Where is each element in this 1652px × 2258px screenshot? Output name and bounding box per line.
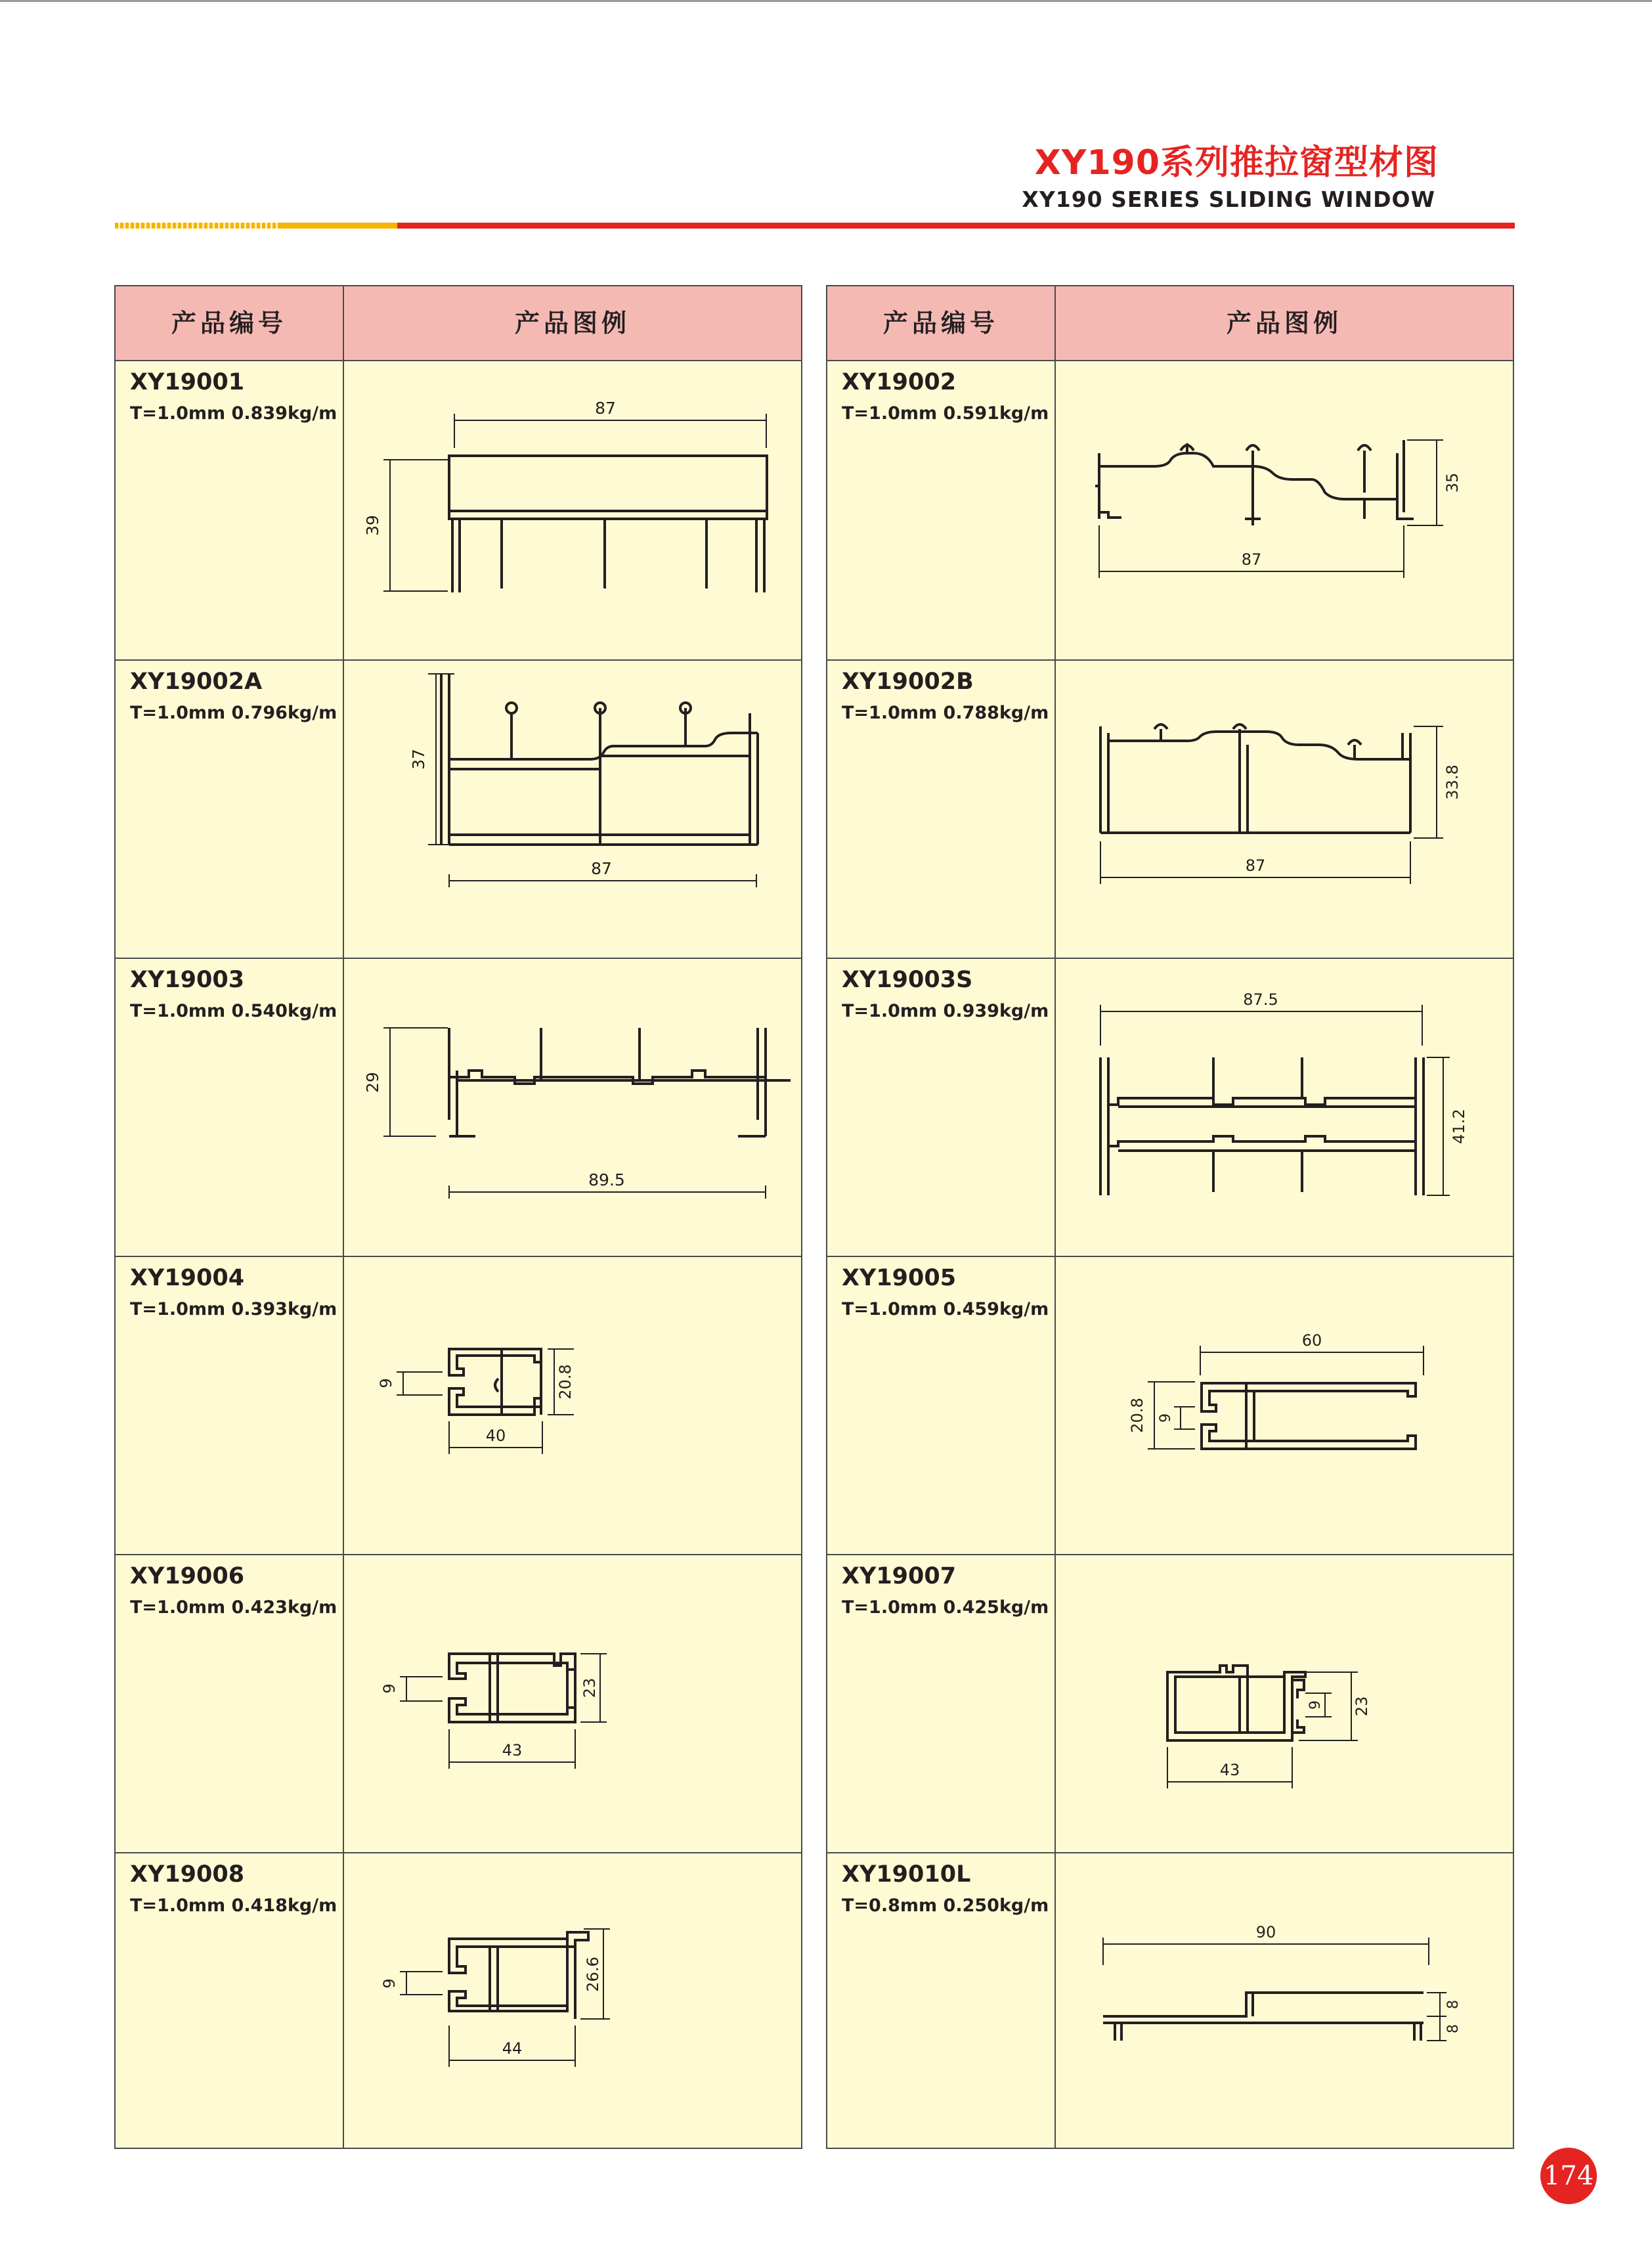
dim-label: 87 — [591, 859, 612, 878]
dim-label: 60 — [1301, 1331, 1322, 1350]
dim-label: 29 — [363, 1072, 382, 1093]
product-code: XY19002 — [842, 369, 957, 395]
dim-label: 87 — [1245, 856, 1266, 875]
product-code: XY19006 — [130, 1563, 245, 1589]
product-code: XY19001 — [130, 369, 245, 395]
profile-table-left — [114, 285, 802, 2149]
dim-label: 9 — [380, 1978, 399, 1989]
header-product-drawing: 产品图例 — [514, 309, 630, 338]
table-row — [827, 361, 1513, 659]
product-code: XY19004 — [130, 1265, 245, 1291]
table-row — [827, 958, 1513, 1256]
product-code: XY19003S — [842, 967, 973, 993]
dim-label: 44 — [502, 2039, 523, 2058]
dim-label: 9 — [1307, 1700, 1324, 1710]
product-code: XY19002B — [842, 669, 974, 695]
dim-label: 89.5 — [588, 1170, 625, 1189]
profile-drawing — [1056, 1853, 1513, 2149]
dim-label: 9 — [380, 1683, 399, 1694]
product-spec: T=1.0mm 0.459kg/m — [842, 1299, 1049, 1319]
header-product-code: 产品编号 — [882, 309, 999, 338]
table-row — [116, 1554, 801, 1852]
dim-label: 8 — [1445, 2000, 1462, 2009]
table-row — [827, 659, 1513, 958]
product-spec: T=1.0mm 0.939kg/m — [842, 1001, 1049, 1021]
product-spec: T=1.0mm 0.540kg/m — [130, 1001, 337, 1021]
dim-label: 35 — [1443, 472, 1462, 493]
profile-drawing — [1056, 361, 1513, 657]
header-rule-dotted — [115, 223, 279, 229]
table-row — [116, 361, 801, 659]
dim-label: 9 — [1158, 1413, 1174, 1423]
table-row — [116, 1852, 801, 2150]
product-code: XY19007 — [842, 1563, 957, 1589]
dim-label: 43 — [502, 1741, 523, 1760]
product-spec: T=1.0mm 0.796kg/m — [130, 703, 337, 723]
dim-label: 37 — [409, 749, 428, 770]
header-product-drawing: 产品图例 — [1226, 309, 1342, 338]
dim-label: 43 — [1219, 1761, 1240, 1779]
product-spec: T=1.0mm 0.591kg/m — [842, 403, 1049, 424]
profile-drawing — [344, 1555, 801, 1851]
table-header — [827, 286, 1513, 361]
product-code: XY19003 — [130, 967, 245, 993]
dim-label: 23 — [1353, 1696, 1371, 1717]
dim-label: 87 — [1241, 550, 1262, 569]
dim-label: 90 — [1255, 1923, 1276, 1941]
dim-label: 23 — [580, 1677, 599, 1698]
profile-drawing — [344, 959, 801, 1254]
page-title-en: XY190 SERIES SLIDING WINDOW — [1022, 187, 1435, 212]
profile-drawing — [1056, 959, 1513, 1254]
dim-label: 20.8 — [1128, 1398, 1146, 1433]
profile-drawing — [344, 361, 801, 657]
table-row — [116, 659, 801, 958]
header-rule-yellow — [279, 223, 397, 229]
profile-table-right — [826, 285, 1514, 2149]
dim-label: 9 — [377, 1378, 395, 1388]
product-code: XY19005 — [842, 1265, 957, 1291]
page-number-badge: 174 — [1540, 2148, 1597, 2204]
header-rule-red — [397, 223, 1515, 229]
product-spec: T=0.8mm 0.250kg/m — [842, 1895, 1049, 1916]
profile-drawing — [344, 1257, 801, 1553]
profile-drawing — [1056, 1555, 1513, 1851]
profile-drawing — [1056, 661, 1513, 956]
header-product-code: 产品编号 — [171, 309, 287, 338]
product-spec: T=1.0mm 0.423kg/m — [130, 1597, 337, 1618]
dim-label: 87.5 — [1243, 990, 1278, 1009]
product-spec: T=1.0mm 0.788kg/m — [842, 703, 1049, 723]
product-spec: T=1.0mm 0.839kg/m — [130, 403, 337, 424]
product-spec: T=1.0mm 0.425kg/m — [842, 1597, 1049, 1618]
table-row — [116, 1256, 801, 1554]
product-spec: T=1.0mm 0.418kg/m — [130, 1895, 337, 1916]
dim-label: 87 — [595, 399, 616, 418]
product-code: XY19008 — [130, 1861, 245, 1888]
dim-label: 8 — [1445, 2024, 1462, 2033]
table-row — [827, 1852, 1513, 2150]
dim-label: 20.8 — [556, 1364, 575, 1400]
profile-drawing — [344, 661, 801, 956]
product-code: XY19010L — [842, 1861, 971, 1888]
product-spec: T=1.0mm 0.393kg/m — [130, 1299, 337, 1319]
dim-label: 33.8 — [1443, 764, 1462, 800]
dim-label: 41.2 — [1450, 1109, 1468, 1144]
table-row — [116, 958, 801, 1256]
dim-label: 40 — [485, 1427, 506, 1445]
page-title-cn: XY190系列推拉窗型材图 — [1034, 143, 1439, 183]
table-header — [116, 286, 801, 361]
table-row — [827, 1256, 1513, 1554]
table-row — [827, 1554, 1513, 1852]
profile-drawing — [1056, 1257, 1513, 1553]
profile-drawing — [344, 1853, 801, 2149]
top-border-line — [0, 0, 1652, 2]
product-code: XY19002A — [130, 669, 263, 695]
dim-label: 26.6 — [584, 1957, 602, 1992]
dim-label: 39 — [363, 515, 382, 536]
